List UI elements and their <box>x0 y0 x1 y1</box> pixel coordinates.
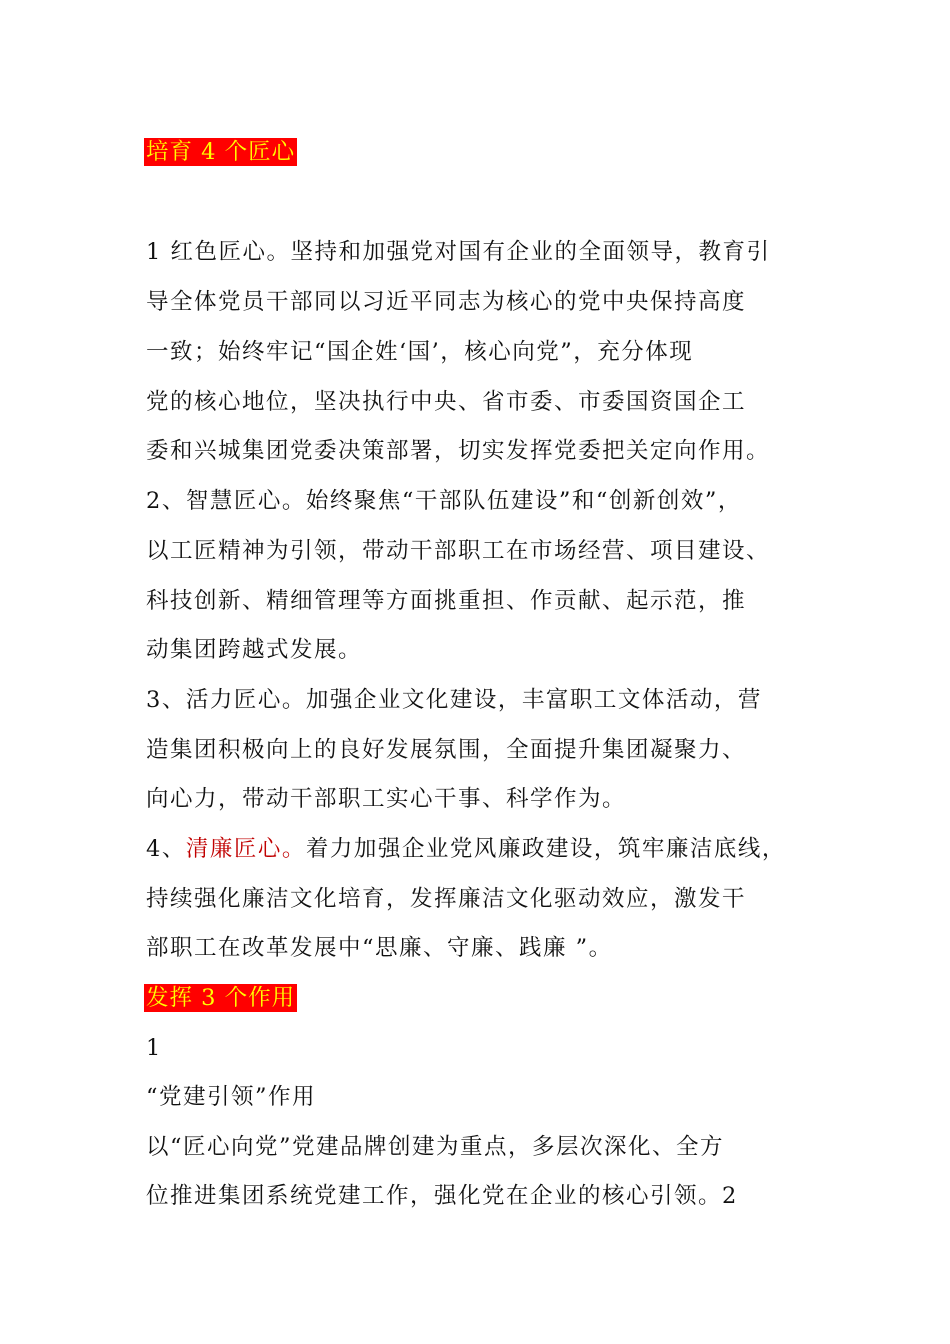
paragraph-line: 委和兴城集团党委决策部署，切实发挥党委把关定向作用。 <box>146 438 771 464</box>
paragraph-line: 党的核心地位，坚决执行中央、省市委、市委国资国企工 <box>146 389 747 415</box>
paragraph-line: 造集团积极向上的良好发展氛围，全面提升集团凝聚力、 <box>146 737 747 763</box>
item4-text: 着力加强企业党风廉政建设，筑牢廉洁底线， <box>305 836 786 862</box>
paragraph-line: 向心力，带动干部职工实心干事、科学作为。 <box>146 786 627 812</box>
paragraph-line: 科技创新、精细管理等方面挑重担、作贡献、起示范，推 <box>146 588 747 614</box>
paragraph-line: 动集团跨越式发展。 <box>146 637 363 663</box>
paragraph-line: 一致；始终牢记“国企姓‘国’，核心向党”，充分体现 <box>146 339 694 365</box>
paragraph-line: “党建引领”作用 <box>146 1084 317 1110</box>
paragraph-line: 部职工在改革发展中“思廉、守廉、践廉 ”。 <box>146 935 613 961</box>
paragraph-line: 3、活力匠心。加强企业文化建设，丰富职工文体活动，营 <box>146 687 762 713</box>
paragraph-line: 导全体党员干部同以习近平同志为核心的党中央保持高度 <box>146 289 747 315</box>
item4-number: 4、 <box>146 836 186 862</box>
paragraph-line: 以工匠精神为引领，带动干部职工在市场经营、项目建设、 <box>146 538 771 564</box>
paragraph-line: 1 <box>146 1035 162 1061</box>
paragraph-line: 2、智慧匠心。始终聚焦“干部队伍建设”和“创新创效”， <box>146 488 742 514</box>
paragraph-line: 位推进集团系统党建工作，强化党在企业的核心引领。2 <box>146 1183 738 1209</box>
paragraph-line-item4 <box>146 834 786 864</box>
paragraph-line: 以“匠心向党”党建品牌创建为重点，多层次深化、全方 <box>146 1134 725 1160</box>
item4-title-highlight: 清廉匠心。 <box>185 836 306 862</box>
section-heading-cultivate: 培育 4 个匠心 <box>146 139 296 165</box>
section-heading-roles: 发挥 3 个作用 <box>146 985 296 1011</box>
paragraph-line: 1 红色匠心。坚持和加强党对国有企业的全面领导，教育引 <box>146 239 771 265</box>
paragraph-line: 持续强化廉洁文化培育，发挥廉洁文化驱动效应，激发干 <box>146 886 747 912</box>
